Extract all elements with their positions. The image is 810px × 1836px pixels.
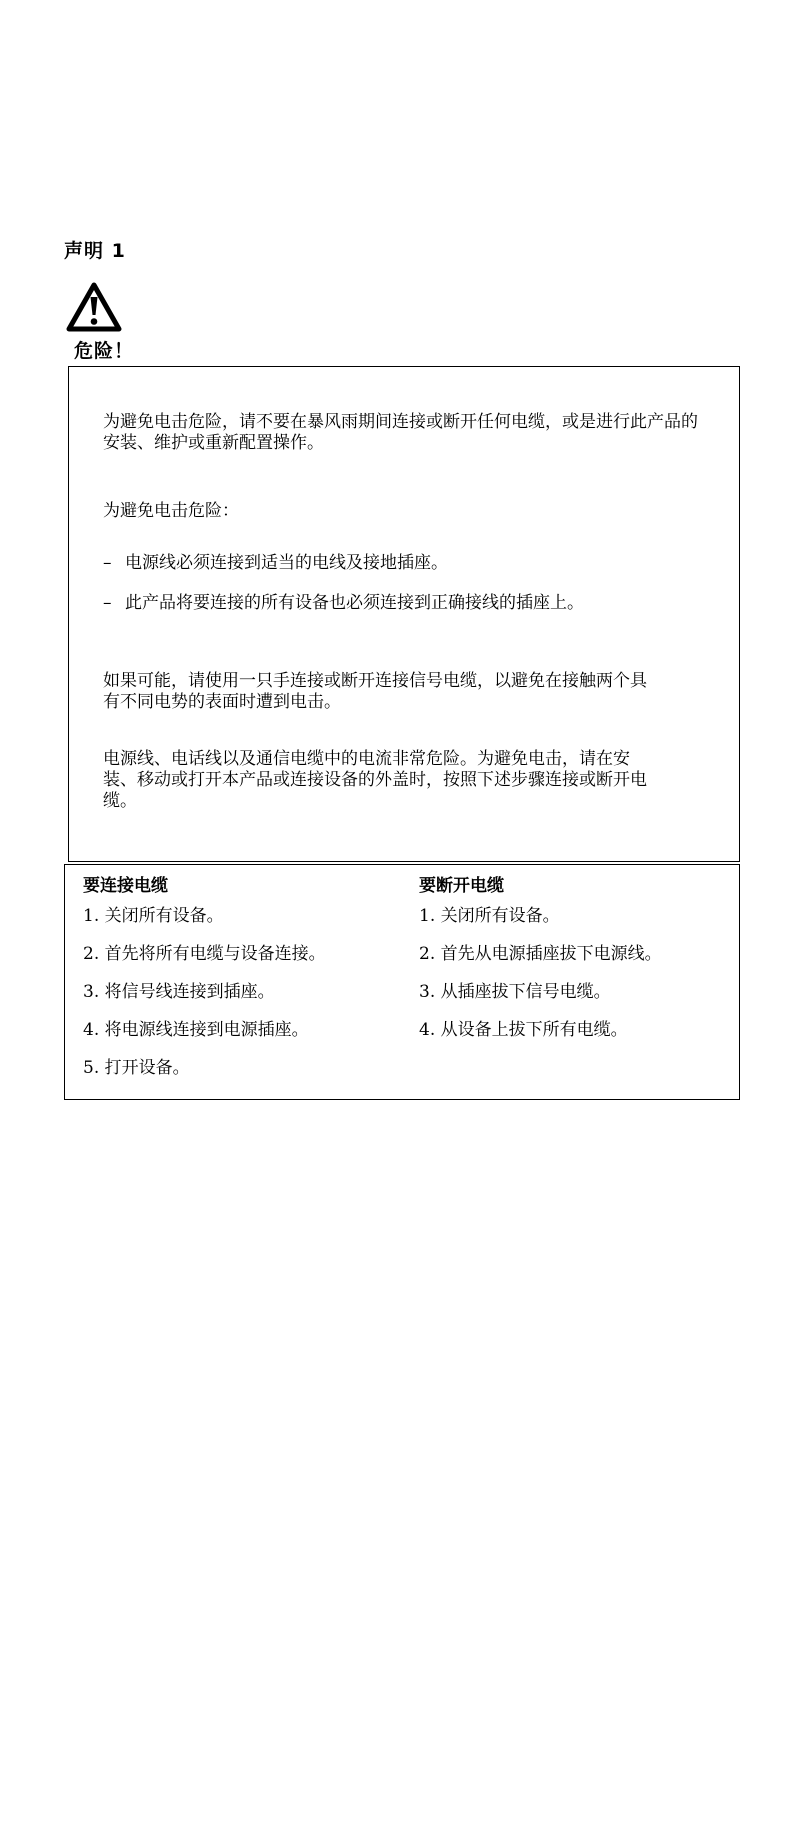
- danger-paragraph-4: 电源线、电话线以及通信电缆中的电流非常危险。为避免电击，请在安装、移动或打开本产品或连接设备的外盖时，按照下述步骤连接或断开电缆。: [103, 749, 647, 811]
- cable-steps-box: [64, 864, 740, 1100]
- danger-bullet-2: [103, 593, 584, 614]
- disconnect-cables-title: 要断开电缆: [419, 876, 504, 896]
- connect-step: 1. 关闭所有设备。: [83, 906, 224, 926]
- bullet-text: 此产品将要连接的所有设备也必须连接到正确接线的插座上。: [125, 593, 584, 613]
- danger-label: 危险！: [74, 340, 135, 362]
- bullet-text: 电源线必须连接到适当的电线及接地插座。: [125, 553, 448, 573]
- danger-paragraph-2: 为避免电击危险：: [103, 501, 239, 521]
- disconnect-step: 3. 从插座拔下信号电缆。: [419, 982, 611, 1002]
- bullet-dash: –: [103, 553, 112, 573]
- disconnect-cables-column: [419, 875, 662, 1057]
- danger-notice-box: [68, 366, 740, 862]
- disconnect-step: 4. 从设备上拔下所有电缆。: [419, 1020, 628, 1040]
- disconnect-step: 2. 首先从电源插座拔下电源线。: [419, 944, 662, 964]
- danger-paragraph-3: 如果可能，请使用一只手连接或断开连接信号电缆，以避免在接触两个具有不同电势的表面时遭到电击。: [103, 671, 647, 712]
- connect-step: 3. 将信号线连接到插座。: [83, 982, 275, 1002]
- connect-cables-column: [83, 875, 326, 1095]
- danger-paragraph-1: 为避免电击危险，请不要在暴风雨期间连接或断开任何电缆，或是进行此产品的安装、维护或重新配置操作。: [103, 412, 698, 453]
- warning-triangle-icon: [66, 282, 122, 332]
- bullet-dash: –: [103, 593, 112, 613]
- connect-step: 5. 打开设备。: [83, 1058, 190, 1078]
- connect-cables-title: 要连接电缆: [83, 876, 168, 896]
- disconnect-step: 1. 关闭所有设备。: [419, 906, 560, 926]
- connect-step: 2. 首先将所有电缆与设备连接。: [83, 944, 326, 964]
- statement-heading: 声明 1: [64, 240, 126, 262]
- danger-bullet-1: [103, 553, 448, 574]
- connect-step: 4. 将电源线连接到电源插座。: [83, 1020, 309, 1040]
